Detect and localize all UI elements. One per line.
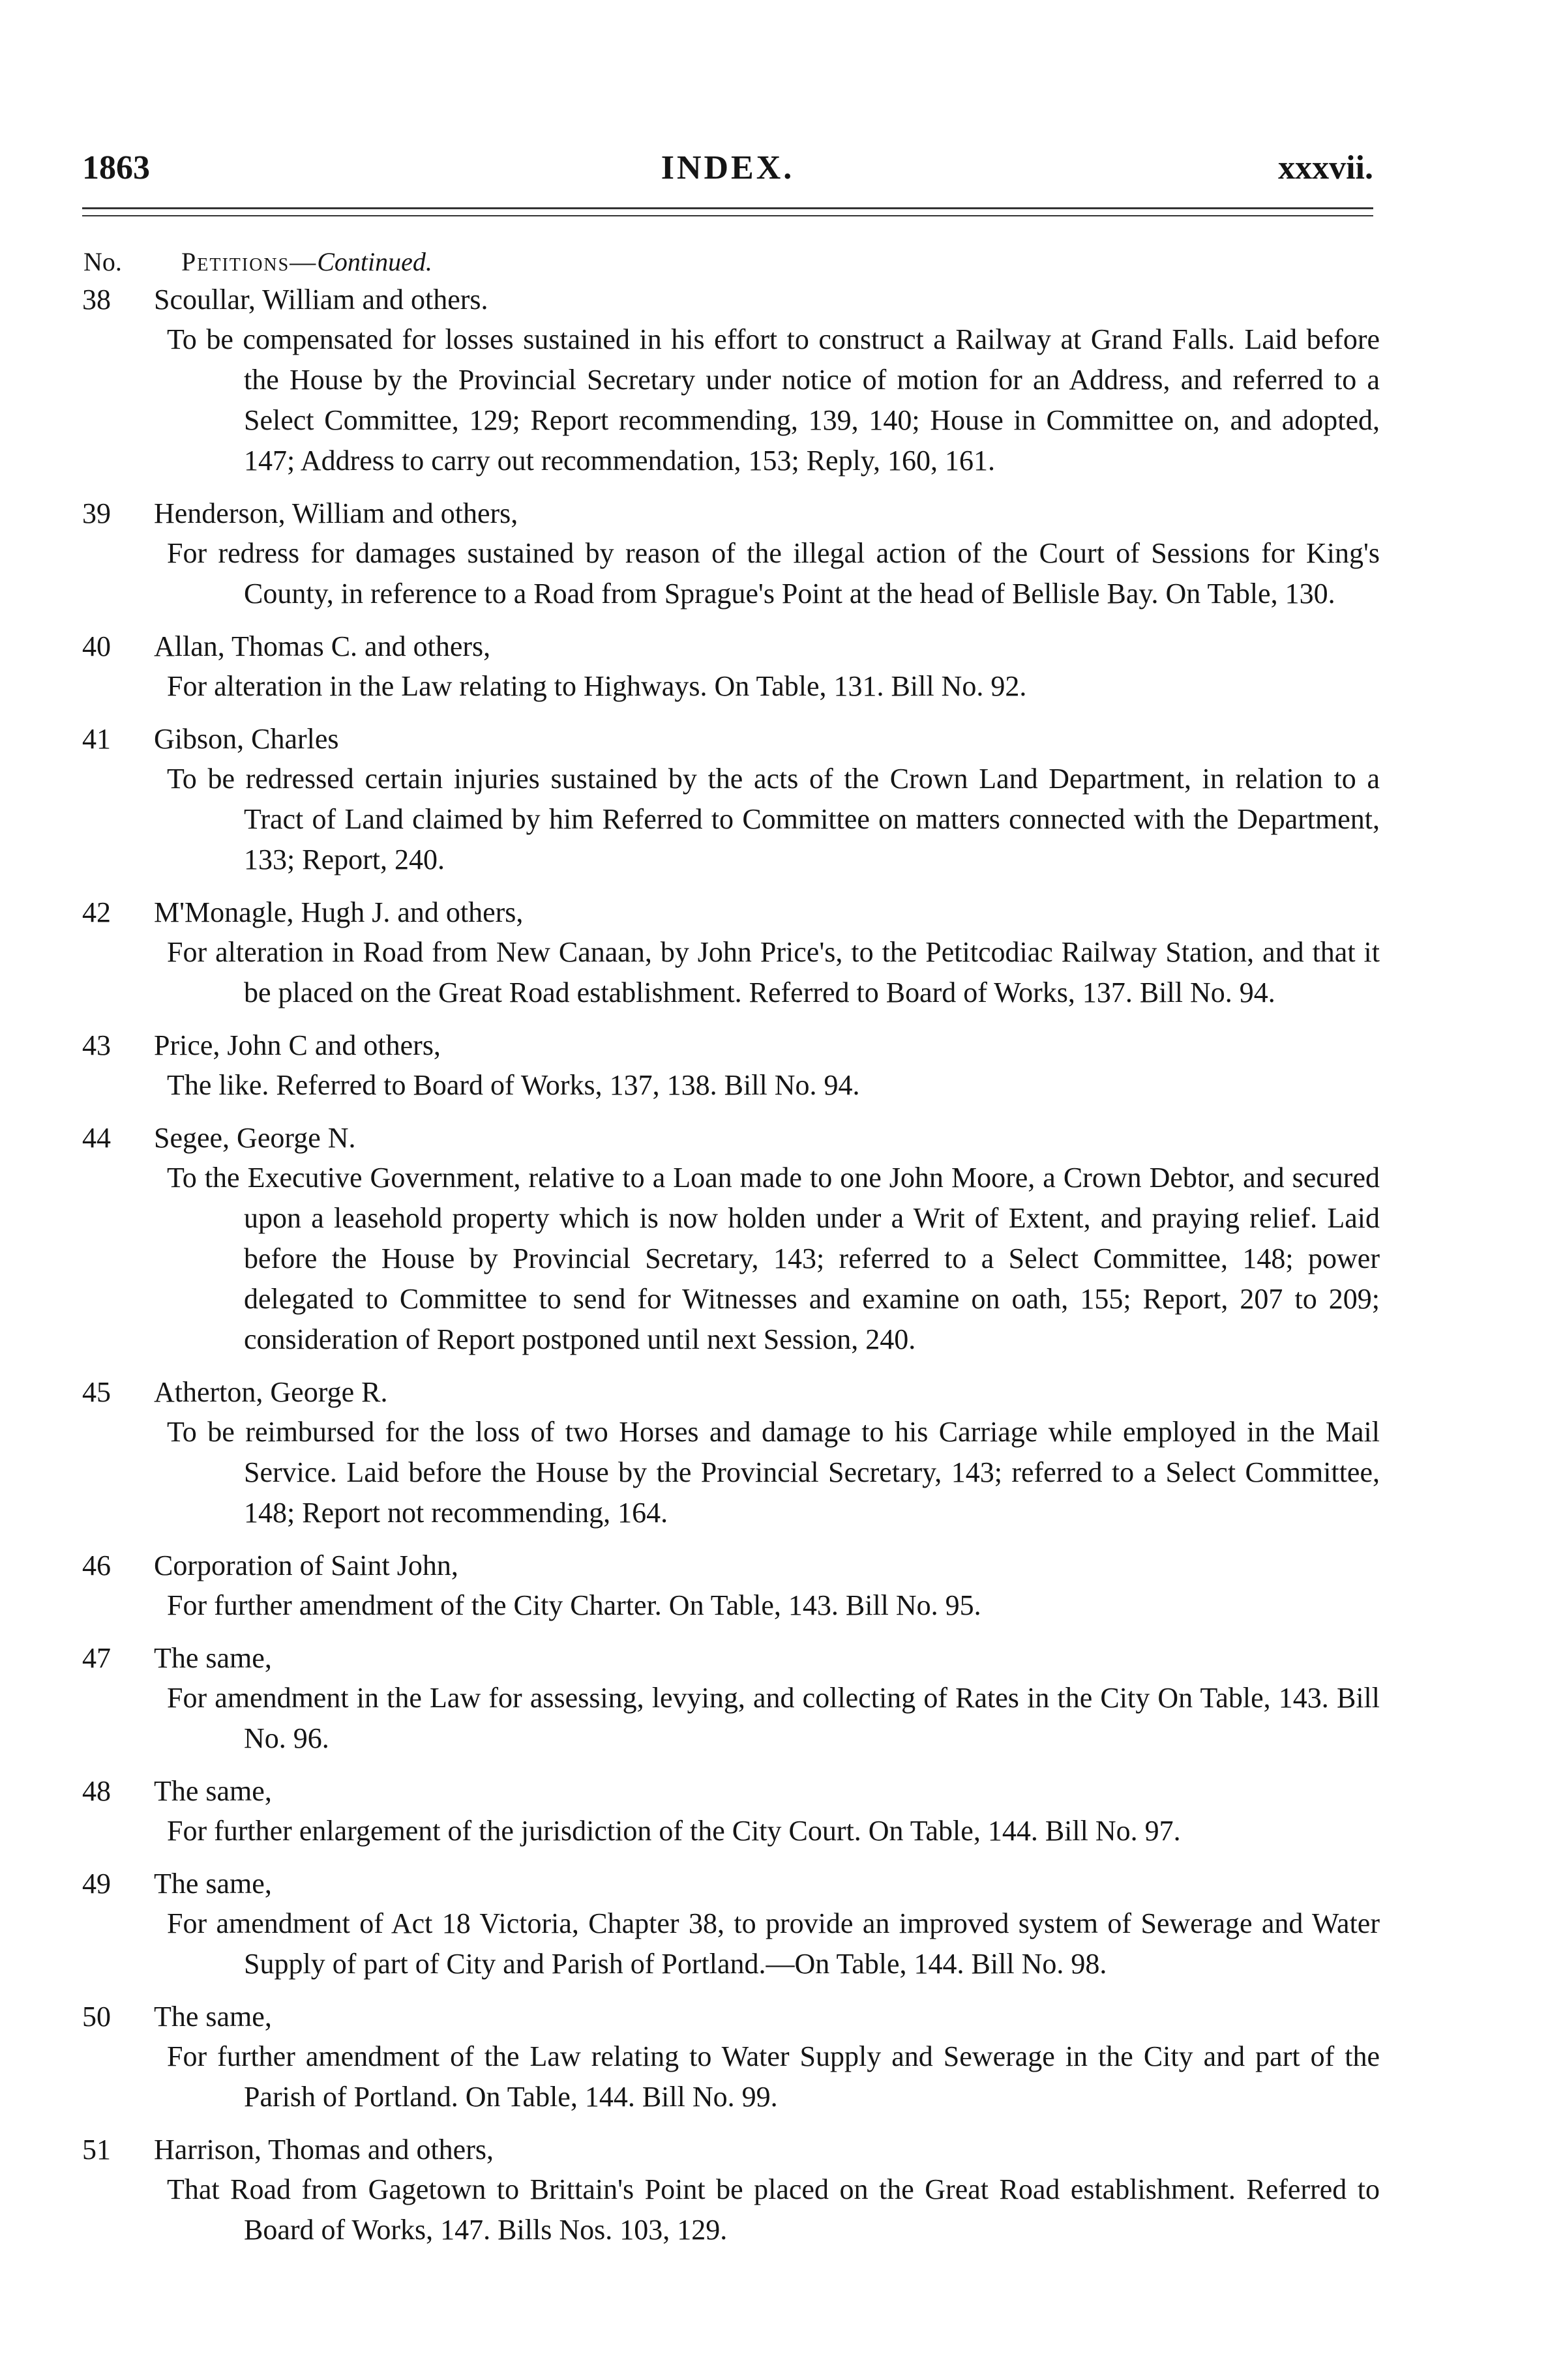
number-column-label: No. (83, 247, 122, 276)
entry-text: That Road from Gagetown to Brittain's Point be placed on the Great Road establishment. Referred to Board of Works, 147. Bills Nos. 103, 129. (167, 2173, 1380, 2246)
entry-number: 41 (82, 723, 111, 755)
entry-heading (82, 627, 1380, 666)
index-entry (82, 1639, 1380, 1759)
entry-number: 46 (82, 1550, 111, 1581)
entry-text: To the Executive Government, relative to a Loan made to one John Moore, a Crown Debtor, and secured upon a leasehold property which is now holden under a Writ of Extent, and praying relief. Laid before the House by Provincial Secretary, 143; referred to a Select Committee, 148; power delegated to Committee to send for Witnesses and examine on oath, 155; Report, 207 to 209; consideration of Report postponed until next Session, 240. (167, 1162, 1380, 1355)
header-page-number: xxxvii. (1278, 149, 1373, 186)
entry-petitioner: Atherton, George R. (154, 1376, 388, 1408)
entry-heading (82, 1373, 1380, 1412)
index-entry (82, 1772, 1380, 1851)
entry-heading (82, 494, 1380, 533)
entry-text: For alteration in Road from New Canaan, by John Price's, to the Petitcodiac Railway Station, and that it be placed on the Great Road establishment. Referred to Board of Works, 137. Bill No. 94. (167, 936, 1380, 1008)
entry-number: 45 (82, 1376, 111, 1408)
entry-petitioner: Harrison, Thomas and others, (154, 2134, 494, 2166)
index-entry (82, 1997, 1380, 2117)
section-title: Petitions— (181, 247, 318, 276)
header-title: INDEX. (661, 149, 795, 186)
entry-petitioner: Henderson, William and others, (154, 497, 518, 529)
running-head (82, 149, 1373, 201)
entry-text: To be reimbursed for the loss of two Horses and damage to his Carriage while employed in the Mail Service. Laid before the House by the Provincial Secretary, 143; referred to a Select Committee, 148; Report not recommending, 164. (167, 1416, 1380, 1529)
section-continued: Continued. (317, 247, 432, 276)
entry-heading (82, 1997, 1380, 2036)
entry-petitioner: The same, (154, 1868, 272, 1900)
header-rule-top (82, 207, 1373, 209)
entry-heading (82, 1119, 1380, 1158)
entry-heading (82, 893, 1380, 932)
entry-petitioner: M'Monagle, Hugh J. and others, (154, 896, 524, 928)
index-entry (82, 720, 1380, 880)
entry-number: 50 (82, 2001, 111, 2033)
header-rule-bottom (82, 215, 1373, 216)
entry-text: For further enlargement of the jurisdiction of the City Court. On Table, 144. Bill No. 97. (167, 1815, 1181, 1847)
header-year: 1863 (82, 149, 150, 186)
index-entry (82, 2130, 1380, 2250)
entry-text: For further amendment of the Law relating to Water Supply and Sewerage in the City and part of the Parish of Portland. On Table, 144. Bill No. 99. (167, 2040, 1380, 2113)
entry-text: To be redressed certain injuries sustained by the acts of the Crown Land Department, in relation to a Tract of Land claimed by him Referred to Committee on matters connected with the Department, 133; Report, 240. (167, 763, 1380, 875)
entry-petitioner: The same, (154, 1775, 272, 1807)
entry-number: 40 (82, 630, 111, 662)
index-entry (82, 1546, 1380, 1626)
entry-text: For amendment of Act 18 Victoria, Chapter 38, to provide an improved system of Sewerage and Water Supply of part of City and Parish of Portland.—On Table, 144. Bill No. 98. (167, 1907, 1380, 1980)
section-heading (83, 246, 432, 277)
index-entry (82, 1373, 1380, 1533)
entry-number: 38 (82, 284, 111, 316)
index-entry (82, 1119, 1380, 1360)
entry-text: To be compensated for losses sustained in his effort to construct a Railway at Grand Falls. Laid before the House by the Provincial Secretary under notice of motion for an Address, and referred to a Select Committee, 129; Report recommending, 139, 140; House in Committee on, and adopted, 147; Address to carry out recommendation, 153; Reply, 160, 161. (167, 323, 1380, 477)
entry-text: For further amendment of the City Charter. On Table, 143. Bill No. 95. (167, 1589, 981, 1621)
entry-petitioner: The same, (154, 1642, 272, 1674)
entry-heading (82, 1546, 1380, 1585)
entry-number: 51 (82, 2134, 111, 2166)
entry-number: 47 (82, 1642, 111, 1674)
index-entry (82, 1864, 1380, 1984)
entry-number: 42 (82, 896, 111, 928)
entry-text: The like. Referred to Board of Works, 137, 138. Bill No. 94. (167, 1069, 860, 1101)
entry-text: For redress for damages sustained by reason of the illegal action of the Court of Sessions for King's County, in reference to a Road from Sprague's Point at the head of Bellisle Bay. On Table, 130. (167, 537, 1380, 610)
entry-heading (82, 1864, 1380, 1903)
entry-text: For amendment in the Law for assessing, levying, and collecting of Rates in the City On Table, 143. Bill No. 96. (167, 1682, 1380, 1754)
entry-heading (82, 720, 1380, 759)
index-entry (82, 280, 1380, 481)
entry-heading (82, 2130, 1380, 2169)
entry-number: 48 (82, 1775, 111, 1807)
entry-petitioner: Scoullar, William and others. (154, 284, 488, 316)
entry-number: 49 (82, 1868, 111, 1900)
entry-number: 43 (82, 1029, 111, 1061)
entry-number: 44 (82, 1122, 111, 1154)
entry-petitioner: Price, John C and others, (154, 1029, 441, 1061)
index-entry (82, 494, 1380, 614)
entry-heading (82, 280, 1380, 319)
entry-petitioner: Segee, George N. (154, 1122, 356, 1154)
entry-number: 39 (82, 497, 111, 529)
entry-text: For alteration in the Law relating to Highways. On Table, 131. Bill No. 92. (167, 670, 1027, 702)
index-entry (82, 1026, 1380, 1106)
entry-heading (82, 1026, 1380, 1065)
index-entries (82, 280, 1380, 2263)
entry-petitioner: Allan, Thomas C. and others, (154, 630, 491, 662)
index-entry (82, 627, 1380, 707)
entry-heading (82, 1772, 1380, 1811)
index-entry (82, 893, 1380, 1013)
entry-petitioner: The same, (154, 2001, 272, 2033)
entry-petitioner: Gibson, Charles (154, 723, 339, 755)
entry-heading (82, 1639, 1380, 1678)
entry-petitioner: Corporation of Saint John, (154, 1550, 458, 1581)
